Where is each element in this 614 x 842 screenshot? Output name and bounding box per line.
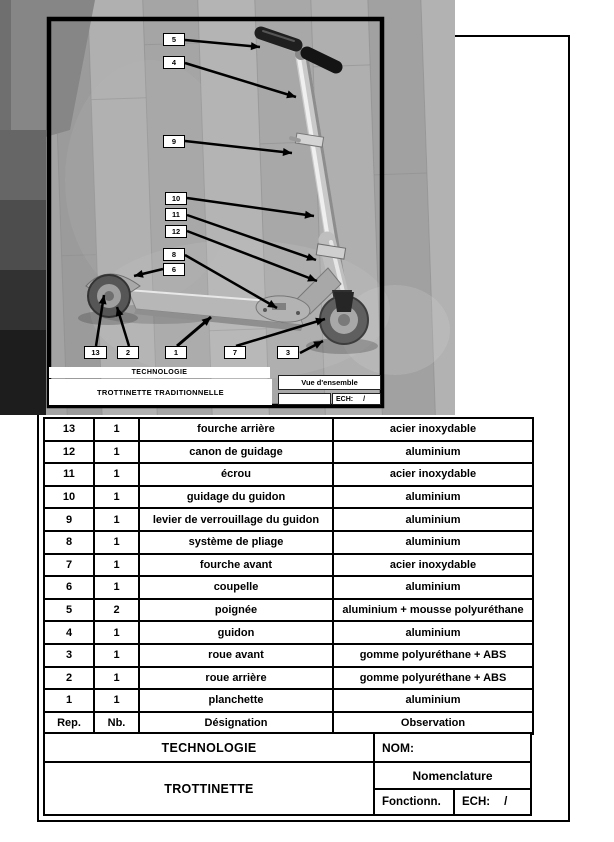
table-row: [44, 554, 533, 577]
cell-designation: canon de guidage: [139, 441, 333, 464]
cell-designation: système de pliage: [139, 531, 333, 554]
cell-observation: acier inoxydable: [333, 554, 533, 577]
cell-nb: 1: [94, 418, 139, 441]
cell-rep: 1: [44, 689, 94, 712]
header-designation: Désignation: [139, 712, 333, 735]
cartouche-scale-label: ECH:: [462, 796, 491, 808]
cell-rep: 12: [44, 441, 94, 464]
photo-subject-bar: TECHNOLOGIE: [49, 367, 270, 378]
cell-designation: coupelle: [139, 576, 333, 599]
cell-rep: 7: [44, 554, 94, 577]
cartouche-doc-type: Nomenclature: [373, 761, 532, 790]
nomenclature-table: [43, 417, 534, 735]
cell-nb: 1: [94, 508, 139, 531]
cell-rep: 5: [44, 599, 94, 622]
cell-rep: 8: [44, 531, 94, 554]
cell-observation: aluminium: [333, 531, 533, 554]
cell-designation: fourche avant: [139, 554, 333, 577]
cell-designation: écrou: [139, 463, 333, 486]
callout-label-11: 11: [165, 208, 187, 221]
cell-designation: levier de verrouillage du guidon: [139, 508, 333, 531]
cell-rep: 10: [44, 486, 94, 509]
cell-nb: 2: [94, 599, 139, 622]
callout-label-8: 8: [163, 248, 185, 261]
cell-designation: roue arrière: [139, 667, 333, 690]
cartouche-title: TROTTINETTE: [43, 761, 375, 816]
header-rep: Rep.: [44, 712, 94, 735]
cell-observation: aluminium: [333, 486, 533, 509]
table-header-row: [44, 712, 533, 735]
cell-observation: acier inoxydable: [333, 463, 533, 486]
table-row: [44, 508, 533, 531]
photo-scale-value: /: [363, 395, 366, 403]
cell-observation: aluminium + mousse polyuréthane: [333, 599, 533, 622]
cell-designation: guidage du guidon: [139, 486, 333, 509]
table-row: [44, 621, 533, 644]
cell-nb: 1: [94, 576, 139, 599]
cell-rep: 6: [44, 576, 94, 599]
callout-label-5: 5: [163, 33, 185, 46]
cell-observation: gomme polyuréthane + ABS: [333, 644, 533, 667]
cell-observation: aluminium: [333, 576, 533, 599]
cartouche-subject: TECHNOLOGIE: [43, 732, 375, 763]
cell-nb: 1: [94, 689, 139, 712]
callout-label-4: 4: [163, 56, 185, 69]
photo-scale-label: ECH:: [336, 395, 354, 403]
callout-label-7: 7: [224, 346, 246, 359]
table-row: [44, 441, 533, 464]
cartouche-variant: Fonctionn.: [373, 788, 455, 816]
cell-nb: 1: [94, 463, 139, 486]
cartouche-scale-box: [453, 788, 532, 816]
photo-scale-box: [332, 393, 381, 405]
photo-title-bar: TROTTINETTE TRADITIONNELLE: [49, 379, 272, 405]
callout-label-2: 2: [117, 346, 139, 359]
table-row: [44, 667, 533, 690]
table-row: [44, 644, 533, 667]
photo-empty-box: [278, 393, 331, 405]
cell-designation: fourche arrière: [139, 418, 333, 441]
cell-nb: 1: [94, 621, 139, 644]
header-observation: Observation: [333, 712, 533, 735]
cell-rep: 4: [44, 621, 94, 644]
cell-nb: 1: [94, 554, 139, 577]
cell-rep: 13: [44, 418, 94, 441]
callout-label-1: 1: [165, 346, 187, 359]
table-row: [44, 418, 533, 441]
cell-designation: roue avant: [139, 644, 333, 667]
cell-nb: 1: [94, 486, 139, 509]
header-nb: Nb.: [94, 712, 139, 735]
callout-label-10: 10: [165, 192, 187, 205]
cartouche-name-field: NOM:: [373, 732, 532, 763]
callout-label-9: 9: [163, 135, 185, 148]
cell-nb: 1: [94, 531, 139, 554]
cell-observation: aluminium: [333, 621, 533, 644]
table-row: [44, 463, 533, 486]
cell-designation: planchette: [139, 689, 333, 712]
cell-observation: aluminium: [333, 689, 533, 712]
cell-designation: guidon: [139, 621, 333, 644]
cell-rep: 9: [44, 508, 94, 531]
cell-rep: 3: [44, 644, 94, 667]
table-row: [44, 531, 533, 554]
photo-view-box: Vue d'ensemble: [278, 375, 381, 390]
table-row: [44, 486, 533, 509]
callout-label-6: 6: [163, 263, 185, 276]
callout-label-13: 13: [84, 346, 107, 359]
table-row: [44, 576, 533, 599]
cell-rep: 2: [44, 667, 94, 690]
table-row: [44, 599, 533, 622]
callout-label-12: 12: [165, 225, 187, 238]
callout-label-3: 3: [277, 346, 299, 359]
cartouche-scale-value: /: [504, 796, 508, 808]
cell-designation: poignée: [139, 599, 333, 622]
cell-nb: 1: [94, 441, 139, 464]
cell-rep: 11: [44, 463, 94, 486]
overview-photo: [0, 0, 455, 415]
cell-nb: 1: [94, 667, 139, 690]
cell-nb: 1: [94, 644, 139, 667]
cell-observation: aluminium: [333, 508, 533, 531]
table-row: [44, 689, 533, 712]
cell-observation: aluminium: [333, 441, 533, 464]
cell-observation: gomme polyuréthane + ABS: [333, 667, 533, 690]
cell-observation: acier inoxydable: [333, 418, 533, 441]
